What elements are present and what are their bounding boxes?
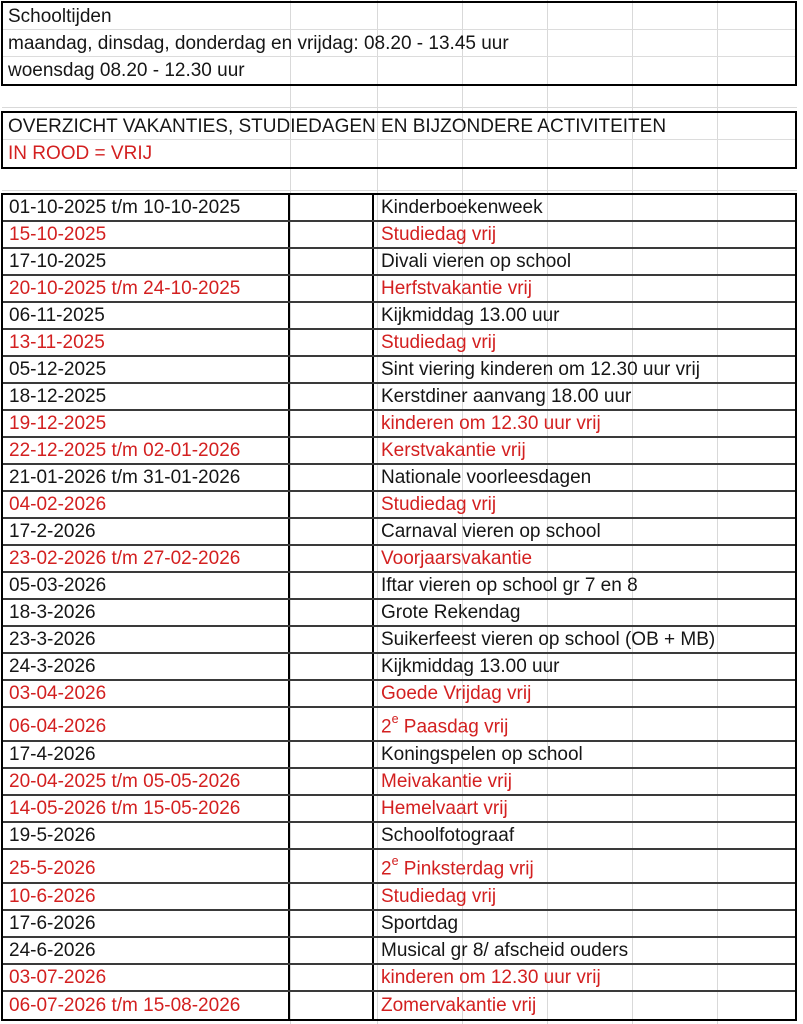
spacer-cell [290, 769, 374, 794]
date-cell: 17-2-2026 [3, 519, 290, 544]
description-cell: Suikerfeest vieren op school (OB + MB) [381, 628, 716, 650]
table-row [3, 276, 795, 303]
table-row [3, 438, 795, 465]
table-row [3, 681, 795, 708]
description-cell: Herfstvakantie vrij [381, 277, 532, 299]
table-row [3, 742, 795, 769]
description-cell: Kijkmiddag 13.00 uur [381, 655, 560, 677]
spacer-cell [290, 519, 374, 544]
schooltijden-box [1, 1, 797, 86]
date-cell: 19-12-2025 [3, 411, 290, 436]
spacer-cell [290, 911, 374, 936]
date-cell: 10-6-2026 [3, 884, 290, 909]
grid-line-horizontal [2, 107, 797, 108]
description-cell: Kerstdiner aanvang 18.00 uur [381, 385, 632, 407]
description-cell: Sint viering kinderen om 12.30 uur vrij [381, 358, 700, 380]
spacer-cell [290, 992, 374, 1019]
date-cell: 25-5-2026 [3, 850, 290, 882]
description-cell: 2e Paasdag vrij [381, 711, 509, 737]
spacer-cell [290, 850, 374, 882]
spacer-cell [290, 249, 374, 274]
table-row [3, 303, 795, 330]
description-cell: Kinderboekenweek [381, 196, 543, 218]
spacer-cell [290, 438, 374, 463]
description-cell: 2e Pinksterdag vrij [381, 853, 534, 879]
description-cell: Studiedag vrij [381, 223, 497, 245]
description-cell: Iftar vieren op school gr 7 en 8 [381, 574, 638, 596]
table-row [3, 573, 795, 600]
date-cell: 04-02-2026 [3, 492, 290, 517]
schedule-table [1, 193, 797, 1021]
overview-title: OVERZICHT VAKANTIES, STUDIEDAGEN EN BIJZONDERE ACTIVITEITEN [3, 113, 795, 140]
table-row [3, 654, 795, 681]
date-cell: 14-05-2026 t/m 15-05-2026 [3, 796, 290, 821]
spacer-cell [290, 303, 374, 328]
date-cell: 06-11-2025 [3, 303, 290, 328]
table-row [3, 492, 795, 519]
spacer-cell [290, 573, 374, 598]
spacer-cell [290, 411, 374, 436]
table-row [3, 249, 795, 276]
date-cell: 15-10-2025 [3, 222, 290, 247]
schooltijden-wednesday: woensdag 08.20 - 12.30 uur [8, 60, 245, 81]
table-row [3, 330, 795, 357]
description-cell: Meivakantie vrij [381, 770, 512, 792]
date-cell: 22-12-2025 t/m 02-01-2026 [3, 438, 290, 463]
spacer-cell [290, 796, 374, 821]
table-row [3, 796, 795, 823]
date-cell: 17-10-2025 [3, 249, 290, 274]
table-row [3, 546, 795, 573]
table-row [3, 519, 795, 546]
date-cell: 17-6-2026 [3, 911, 290, 936]
table-row [3, 938, 795, 965]
spacer-cell [290, 330, 374, 355]
table-row [3, 411, 795, 438]
schooltijden-weekdays: maandag, dinsdag, donderdag en vrijdag: 08.20 - 13.45 uur [3, 30, 795, 57]
description-cell: Goede Vrijdag vrij [381, 682, 532, 704]
spacer-cell [290, 222, 374, 247]
grid-line-horizontal [2, 190, 797, 191]
description-cell: Schoolfotograaf [381, 824, 515, 846]
date-cell: 13-11-2025 [3, 330, 290, 355]
spacer-cell [290, 884, 374, 909]
date-cell: 03-07-2026 [3, 965, 290, 990]
description-cell: Sportdag [381, 912, 459, 934]
date-cell: 03-04-2026 [3, 681, 290, 706]
date-cell: 19-5-2026 [3, 823, 290, 848]
description-cell: Studiedag vrij [381, 493, 497, 515]
date-cell: 20-04-2025 t/m 05-05-2026 [3, 769, 290, 794]
spacer-cell [290, 546, 374, 571]
spacer-cell [290, 654, 374, 679]
spacer-cell [290, 276, 374, 301]
overview-legend: IN ROOD = VRIJ [8, 143, 153, 164]
description-cell: kinderen om 12.30 uur vrij [381, 412, 601, 434]
spacer-cell [290, 195, 374, 220]
description-cell: Voorjaarsvakantie [381, 547, 533, 569]
spacer-cell [290, 681, 374, 706]
spacer-cell [290, 823, 374, 848]
date-cell: 23-02-2026 t/m 27-02-2026 [3, 546, 290, 571]
table-row [3, 769, 795, 796]
spacer-cell [290, 465, 374, 490]
date-cell: 05-12-2025 [3, 357, 290, 382]
description-cell: Divali vieren op school [381, 250, 572, 272]
spacer-cell [290, 742, 374, 767]
table-row [3, 357, 795, 384]
description-cell: Kijkmiddag 13.00 uur [381, 304, 560, 326]
spacer-cell [290, 938, 374, 963]
date-cell: 06-04-2026 [3, 708, 290, 740]
description-cell: Grote Rekendag [381, 601, 521, 623]
table-row [3, 600, 795, 627]
description-cell: Musical gr 8/ afscheid ouders [381, 939, 629, 961]
date-cell: 20-10-2025 t/m 24-10-2025 [3, 276, 290, 301]
table-row [3, 195, 795, 222]
table-row [3, 823, 795, 850]
description-cell: Hemelvaart vrij [381, 797, 508, 819]
table-row [3, 708, 795, 742]
description-cell: Nationale voorleesdagen [381, 466, 592, 488]
table-row [3, 627, 795, 654]
date-cell: 05-03-2026 [3, 573, 290, 598]
description-cell: Koningspelen op school [381, 743, 583, 765]
spacer-cell [290, 965, 374, 990]
description-cell: Carnaval vieren op school [381, 520, 601, 542]
table-row [3, 850, 795, 884]
spacer-cell [290, 357, 374, 382]
date-cell: 18-3-2026 [3, 600, 290, 625]
table-row [3, 911, 795, 938]
description-cell: Kerstvakantie vrij [381, 439, 526, 461]
table-row [3, 884, 795, 911]
spacer-cell [290, 600, 374, 625]
date-cell: 24-3-2026 [3, 654, 290, 679]
description-cell: Studiedag vrij [381, 885, 497, 907]
table-row [3, 992, 795, 1019]
description-cell: Zomervakantie vrij [381, 994, 537, 1016]
date-cell: 18-12-2025 [3, 384, 290, 409]
description-cell: Studiedag vrij [381, 331, 497, 353]
date-cell: 23-3-2026 [3, 627, 290, 652]
description-cell: kinderen om 12.30 uur vrij [381, 966, 601, 988]
date-cell: 06-07-2026 t/m 15-08-2026 [3, 992, 290, 1019]
date-cell: 21-01-2026 t/m 31-01-2026 [3, 465, 290, 490]
overview-box [1, 111, 797, 169]
spacer-cell [290, 708, 374, 740]
schooltijden-title: Schooltijden [3, 3, 795, 30]
table-row [3, 965, 795, 992]
spacer-cell [290, 627, 374, 652]
date-cell: 01-10-2025 t/m 10-10-2025 [3, 195, 290, 220]
date-cell: 24-6-2026 [3, 938, 290, 963]
spacer-cell [290, 492, 374, 517]
table-row [3, 384, 795, 411]
date-cell: 17-4-2026 [3, 742, 290, 767]
table-row [3, 222, 795, 249]
table-row [3, 465, 795, 492]
spacer-cell [290, 384, 374, 409]
